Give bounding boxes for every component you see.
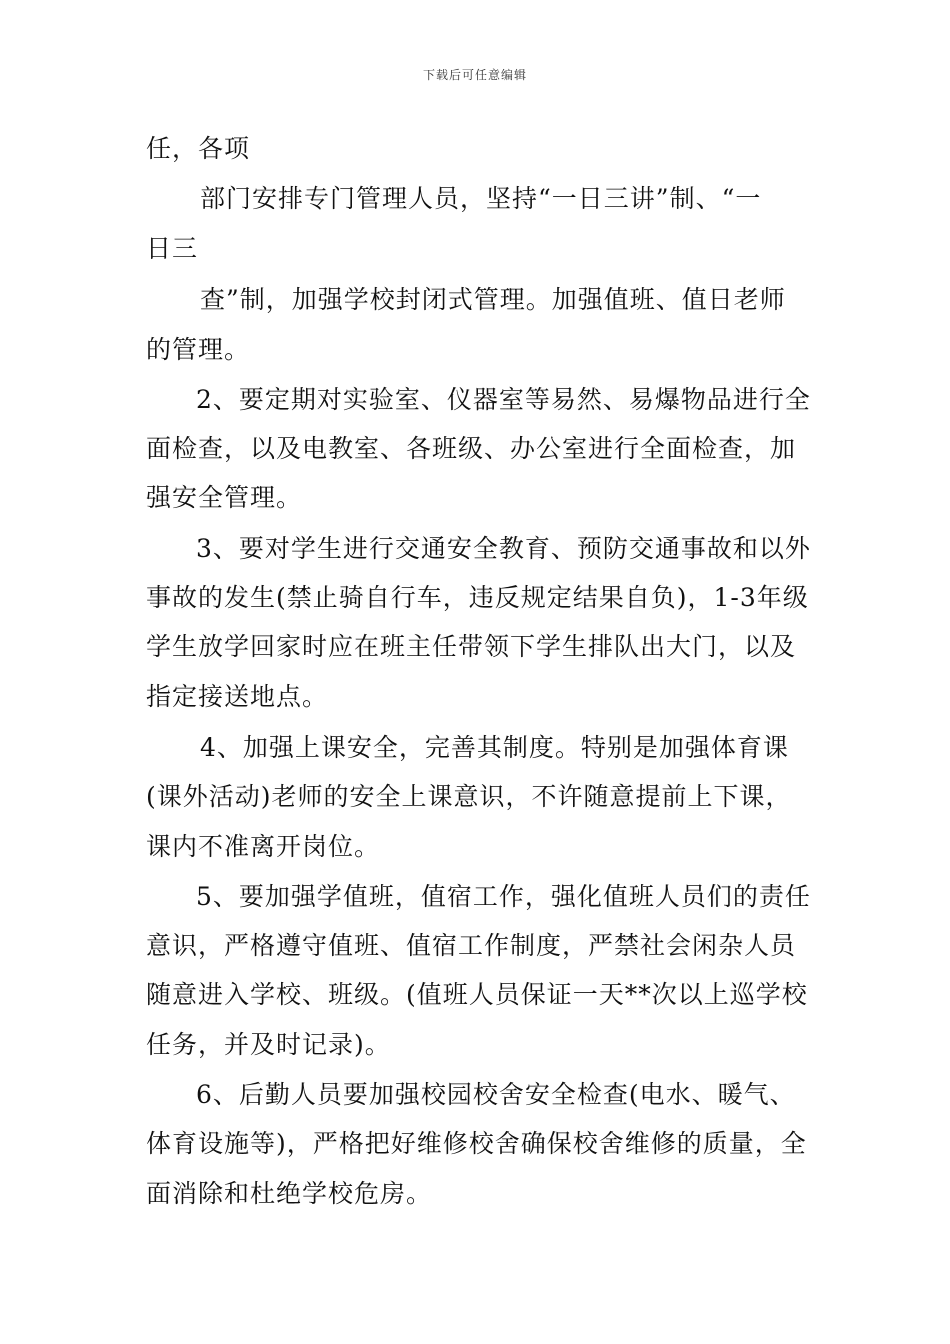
text-line: 3、要对学生进行交通安全教育、预防交通事故和以外 xyxy=(196,534,811,563)
text-line: 事故的发生(禁止骑自行车，违反规定结果自负)，1-3年级 xyxy=(146,583,809,612)
text-line: 强安全管理。 xyxy=(146,483,303,512)
text-line: 6、后勤人员要加强校园校舍安全检查(电水、暖气、 xyxy=(196,1080,796,1109)
page-header: 下载后可任意编辑 xyxy=(422,68,527,82)
text-line: 的管理。 xyxy=(146,335,251,364)
text-line: 体育设施等)，严格把好维修校舍确保校舍维修的质量，全 xyxy=(146,1129,807,1158)
text-line: 面消除和杜绝学校危房。 xyxy=(146,1179,433,1208)
text-line: 课内不准离开岗位。 xyxy=(146,832,381,861)
text-line: 面检查，以及电教室、各班级、办公室进行全面检查，加 xyxy=(146,434,797,463)
text-line: 任务，并及时记录)。 xyxy=(146,1030,391,1059)
text-line: 部门安排专门管理人员，坚持“一日三讲”制、“一 xyxy=(200,184,762,213)
text-line: 指定接送地点。 xyxy=(146,682,329,711)
text-line: 学生放学回家时应在班主任带领下学生排队出大门，以及 xyxy=(146,632,797,661)
text-line: 随意进入学校、班级。(值班人员保证一天**次以上巡学校 xyxy=(146,980,808,1009)
text-line: 2、要定期对实验室、仪器室等易然、易爆物品进行全 xyxy=(196,385,811,414)
text-line: 查”制，加强学校封闭式管理。加强值班、值日老师 xyxy=(200,285,786,314)
text-line: 任，各项 xyxy=(146,134,251,163)
text-line: 4、加强上课安全，完善其制度。特别是加强体育课 xyxy=(200,733,789,762)
text-line: 5、要加强学值班，值宿工作，强化值班人员们的责任 xyxy=(196,882,811,911)
text-line: 意识，严格遵守值班、值宿工作制度，严禁社会闲杂人员 xyxy=(146,931,797,960)
text-line: (课外活动)老师的安全上课意识，不许随意提前上下课， xyxy=(146,782,792,811)
text-line: 日三 xyxy=(146,234,199,263)
